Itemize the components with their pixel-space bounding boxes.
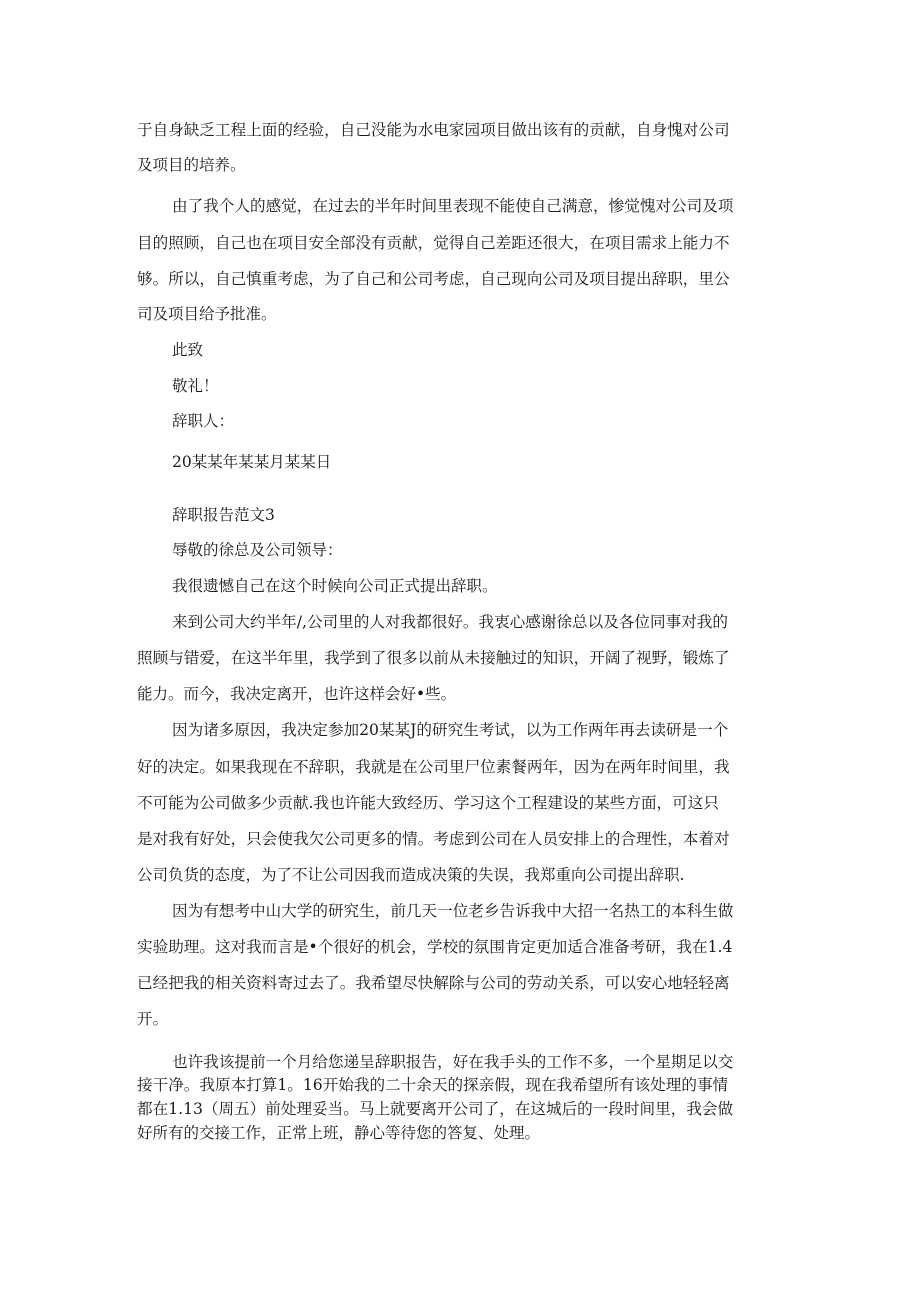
signature-label: 辞职人： [172, 412, 235, 430]
text-line: 好的决定。如果我现在不辞职，我就是在公司里尸位素餐两年，因为在两年时间里，我 [137, 758, 730, 776]
text-line: 司及项目给予批准。 [137, 305, 277, 323]
text-line: 好所有的交接工作，正常上班，静心等待您的答复、处理。 [137, 1124, 541, 1142]
text-line: 实验助理。这对我而言是•个很好的机会，学校的氛围肯定更加适合准备考研，我在1.4 [137, 938, 733, 956]
salutation: 辱敬的徐总及公司领导： [172, 541, 343, 559]
text-line: 于自身缺乏工程上面的经验，自己没能为水电家园项目做出该有的贡献，自身愧对公司 [137, 121, 730, 139]
text-line: 由了我个人的感觉，在过去的半年时间里表现不能使自己满意，惨觉愧对公司及项 [172, 197, 734, 215]
closing-line: 敬礼！ [172, 377, 219, 395]
text-line: 照顾与错爱，在这半年里，我学到了很多以前从未接触过的知识，开阔了视野，锻炼了 [137, 649, 730, 667]
text-line: 不可能为公司做多少贡献.我也许能大致经历、学习这个工程建设的某些方面，可这只 [137, 794, 719, 812]
text-line: 接干净。我原本打算1。16开始我的二十余天的探亲假，现在我希望所有该处理的事情 [137, 1076, 729, 1094]
text-line: 能力。而今，我决定离开，也许这样会好•些。 [137, 685, 457, 703]
closing-line: 此致 [172, 341, 204, 359]
text-line: 也许我该提前一个月给您递呈辞职报告，好在我手头的工作不多，一个星期足以交 [172, 1053, 734, 1071]
text-line: 够。所以，自己慎重考虑，为了自己和公司考虑，自己现向公司及项目提出辞职，里公 [137, 270, 730, 288]
text-line: 已经把我的相关资料寄过去了。我希望尽快解除与公司的劳动关系，可以安心地轻轻离 [137, 974, 730, 992]
text-line: 因为诸多原因，我决定参加20某某J的研究生考试，以为工作两年再去读研是一个 [172, 721, 729, 739]
text-line: 都在1.13（周五）前处理妥当。马上就要离开公司了，在这城后的一段时间里，我会做 [137, 1100, 734, 1118]
text-line: 是对我有好处，只会使我欠公司更多的情。考虑到公司在人员安排上的合理性，本着对 [137, 830, 730, 848]
text-line: 及项目的培养。 [137, 156, 246, 174]
text-line: 公司负货的态度，为了不让公司因我而造成决策的失误，我郑重向公司提出辞职. [137, 866, 685, 884]
date-line: 20某某年某某月某某日 [172, 453, 332, 471]
text-line: 来到公司大约半年/,公司里的人对我都很好。我衷心感谢徐总以及各位同事对我的 [172, 613, 728, 631]
text-line: 开。 [137, 1010, 169, 1028]
text-line: 我很遗憾自己在这个时候向公司正式提出辞职。 [172, 577, 498, 595]
text-line: 目的照顾，自己也在项目安全部没有贡献，觉得自己差距还很大，在项目需求上能力不 [137, 234, 730, 252]
text-line: 因为有想考中山大学的研究生，前几天一位老乡告诉我中大招一名热工的本科生做 [172, 902, 734, 920]
section-title: 辞职报告范文3 [172, 506, 275, 524]
